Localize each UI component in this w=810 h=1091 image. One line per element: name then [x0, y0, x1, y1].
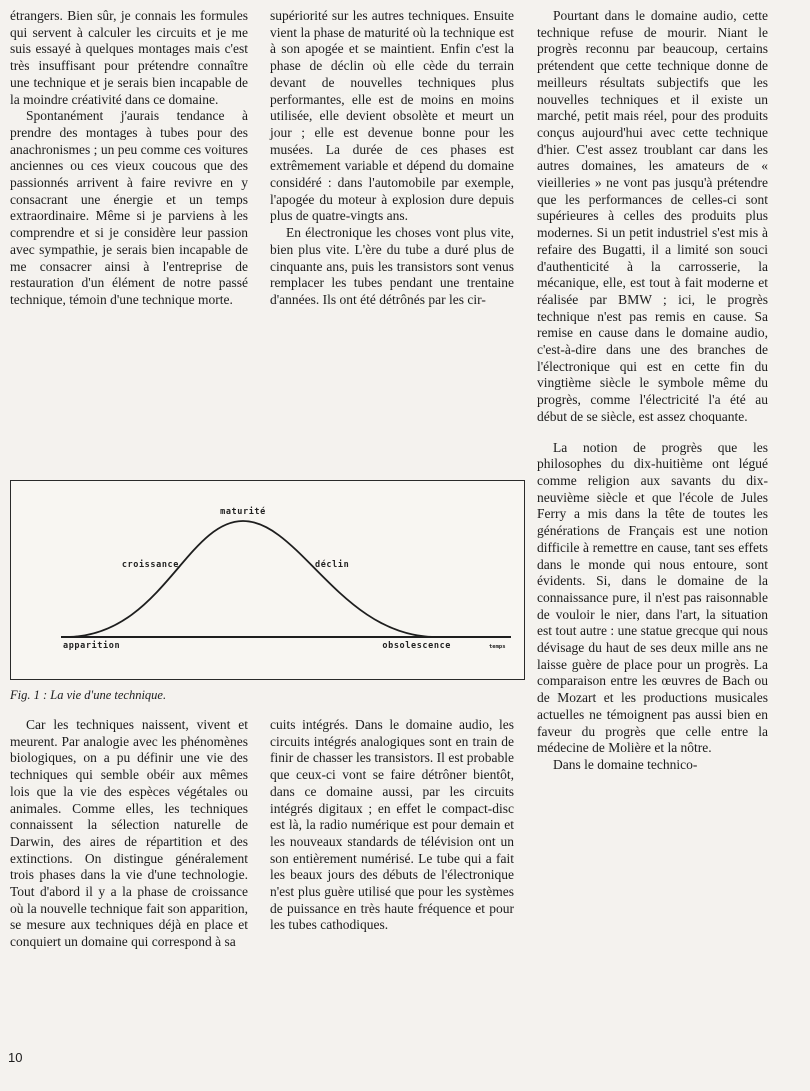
paragraph: cuits intégrés. Dans le domaine audio, les circuits intégrés analogiques sont en train de finir de chasser les transistors. Il est probable que ceux-ci vont se faire détrôner bientôt, dans ce domaine aussi, par les circuits intégrés digitaux ; en effet le compact-disc est là, la radio numérique est pour demain et les nouveaux standards de télévision ont un son entièrement numérisé. Le tube qui a fait les beaux jours des débuts de l'électronique n'est plus guère utilisé que pour les systèmes de puissance en très haute fréquence et pour les tubes cathodiques.	[270, 717, 514, 933]
text-column-bottom-left	[10, 717, 248, 951]
text-column-top-left	[10, 8, 248, 309]
label-declin: déclin	[315, 560, 350, 570]
label-maturite: maturité	[220, 507, 266, 517]
figure-caption: Fig. 1 : La vie d'une technique.	[10, 688, 167, 702]
paragraph: Spontanément j'aurais tendance à prendre des montages à tubes pour des anachronismes ; un peu comme ces voitures anciennes ou ces vieux coucous que des passionnés arrivent à faire revivre en y consacrant une énergie et un temps extraordinaire. Même si je parviens à les comprendre et si je considère leur passion avec sympathie, je serais bien incapable de me consacrer ainsi à l'entreprise de restauration d'un élément de notre passé technique, témoin d'une technique morte.	[10, 108, 248, 307]
paragraph: La notion de progrès que les philosophes du dix-huitième ont légué comme religion aux savants du dix-neuvième siècle et que l'école de Jules Ferry a mis dans la tête de toutes les générations de Français est une notion difficile à remettre en cause, tant ses effets dans le monde qui nous entoure, sont évidents. Si, dans le domaine de la connaissance pure, il n'est pas raisonnable de vouloir le nier, dans l'art, la situation est tout autre : une statue grecque qui nous dévisage du haut de ses deux mille ans ne laisse guère de place pour un progrès. La comparaison entre les œuvres de Bach ou de Mozart et les productions musicales actuelles ne témoignent pas aussi bien en faveur du progrès que celle entre la médecine de Molière et la nôtre.	[537, 439, 768, 756]
paragraph: supériorité sur les autres techniques. Ensuite vient la phase de maturité où la technique est à son apogée et se maintient. Enfin c'est la phase de déclin où elle cède du terrain devant de nouvelles techniques plus performantes, elle est de moins en moins utilisée, elle devient obsolète et meurt un jour ; elle est devenue bonne pour les musées. La durée de ces phases est extrêmement variable et dépend du domaine considéré : dans l'automobile par exemple, l'apogée du moteur à explosion dure depuis plus de quatre-vingts ans.	[270, 8, 514, 224]
label-croissance: croissance	[121, 560, 179, 570]
text-column-top-middle	[270, 8, 514, 309]
label-temps: temps	[489, 644, 506, 650]
lifecycle-curve	[66, 521, 436, 637]
paragraph: étrangers. Bien sûr, je connais les formules qui servent à calculer les circuits et je me suis essayé à quelques montages mais c'est très insuffisant pour prétendre connaître une technique et je serais bien incapable de la moindre créativité dans ce domaine.	[10, 8, 248, 107]
technology-lifecycle-figure	[10, 480, 525, 680]
page-number: 10	[8, 1050, 23, 1065]
text-column-right	[537, 8, 768, 774]
paragraph: En électronique les choses vont plus vite, bien plus vite. L'ère du tube a duré plus de cinquante ans, puis les transistors sont venus remplacer les tubes pendant une trentaine d'années. Ils ont été détrônés par les cir-	[270, 225, 514, 307]
label-apparition: apparition	[63, 641, 121, 651]
paragraph: Car les techniques naissent, vivent et meurent. Par analogie avec les phénomènes biologiques, on a pu définir une vie des techniques qui semble obéir aux mêmes lois que la vie des espèces végétales ou animales. Comme elles, les techniques connaissent la sélection naturelle de Darwin, des aires de répartition et des extinctions. On distingue généralement trois phases dans la vie d'une technologie. Tout d'abord il y a la phase de croissance où la nouvelle technique fait son apparition, se mesure aux techniques déjà en place et conquiert un domaine qui correspond à sa	[10, 717, 248, 950]
text-column-bottom-middle	[270, 717, 514, 934]
paragraph: Dans le domaine technico-	[553, 756, 698, 772]
paragraph: Pourtant dans le domaine audio, cette technique refuse de mourir. Niant le progrès reconnu par beaucoup, certains prétendent que cette technique donne de meilleurs résultats subjectifs que les nouvelles techniques et il existe un marché, petit mais réel, pour des produits conçus aujourd'hui avec cette technique d'hier. C'est assez troublant car dans les autres domaines, les amateurs de « vieilleries » ne vont pas jusqu'à prétendre que les performances de celles-ci sont supérieures à celles des produits plus modernes. Si un petit industriel s'est mis à refaire des Bugatti, il a limité son souci d'authenticité à la carrosserie, la mécanique, elle, est tout à fait moderne et réalisée par BMW ; ici, le progrès technique n'est pas remis en cause. Sa remise en cause dans le domaine audio, c'est-à-dire dans une des branches de l'électronique qui est en cette fin du vingtième siècle le symbole même du progrès, comme l'électricité l'a été au début de se siècle, est assez choquante.	[537, 8, 768, 424]
label-obsolescence: obsolescence	[382, 641, 451, 651]
lifecycle-diagram	[11, 481, 526, 681]
